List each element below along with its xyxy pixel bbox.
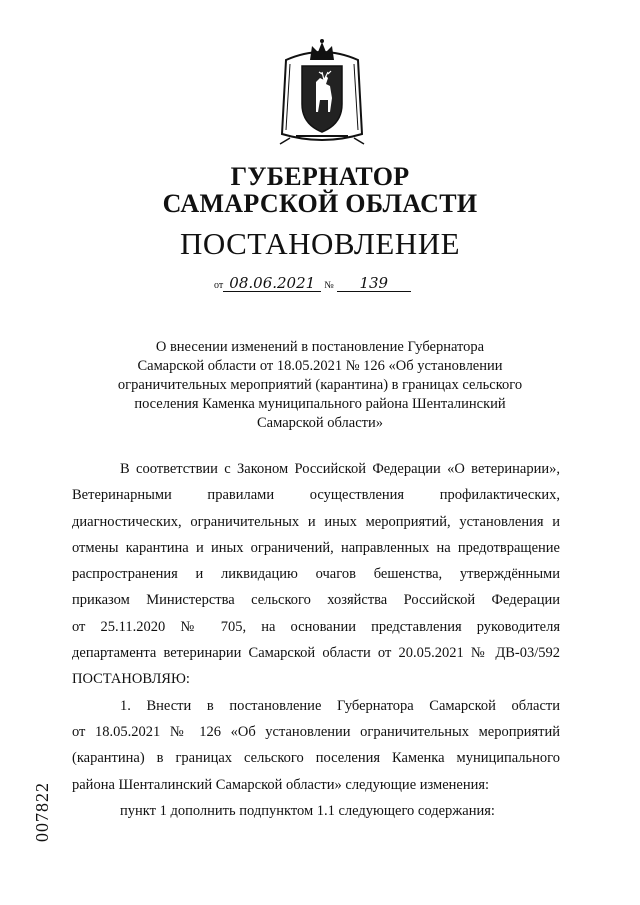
body-line: В соответствии с Законом Российской Федерации «О ветеринарии», xyxy=(120,461,560,477)
issuer-title-line1: ГУБЕРНАТОР xyxy=(230,162,410,191)
registration-stamp: 007822 xyxy=(32,782,52,842)
subject-line: О внесении изменений в постановление Губернатора xyxy=(155,339,485,355)
body-line: департамента ветеринарии Самарской области от 20.05.2021 № ДВ-03/592 xyxy=(72,645,560,662)
issuer-title-line2: САМАРСКОЙ ОБЛАСТИ xyxy=(162,189,478,218)
date-prefix: от xyxy=(214,280,224,291)
subject-line: поселения Каменка муниципального района Шенталинский xyxy=(134,396,506,412)
document-body xyxy=(72,456,560,824)
body-line: приказом Министерства сельского хозяйства Российской Федерации xyxy=(72,592,560,609)
document-subject xyxy=(80,338,560,433)
body-line: распространения и ликвидацию очагов бешенства, утверждёнными xyxy=(72,566,560,583)
subject-line: Самарской области» xyxy=(257,415,383,431)
date-number-line xyxy=(214,276,411,292)
body-line: пункт 1 дополнить подпунктом 1.1 следующего содержания: xyxy=(120,802,495,819)
body-line: района Шенталинский Самарской области» следующие изменения: xyxy=(72,776,490,793)
body-line: (карантина) в границах сельского поселения Каменка муниципального xyxy=(72,750,560,767)
number-prefix: № xyxy=(324,280,334,291)
number-handwritten: 139 xyxy=(337,276,411,292)
body-line: от 25.11.2020 № 705, на основании представления руководителя xyxy=(72,618,560,635)
body-line: 1. Внести в постановление Губернатора Самарской области xyxy=(120,697,560,714)
body-line: отмены карантина и иных ограничений, направленных на предотвращение xyxy=(72,539,560,556)
subject-line: Самарской области от 18.05.2021 № 126 «Об установлении xyxy=(137,358,503,374)
date-handwritten: 08.06.2021 xyxy=(223,276,321,292)
body-line: от 18.05.2021 № 126 «Об установлении ограничительных мероприятий xyxy=(72,723,560,740)
coat-of-arms-icon xyxy=(276,38,368,150)
resolution-keyword: ПОСТАНОВЛЯЮ: xyxy=(72,671,190,688)
subject-line: ограничительных мероприятий (карантина) в границах сельского xyxy=(117,377,523,393)
document-type: ПОСТАНОВЛЕНИЕ xyxy=(179,226,461,261)
body-line: Ветеринарными правилами осуществления профилактических, xyxy=(72,487,560,504)
body-line: диагностических, ограничительных и иных мероприятий, установления и xyxy=(72,513,560,530)
